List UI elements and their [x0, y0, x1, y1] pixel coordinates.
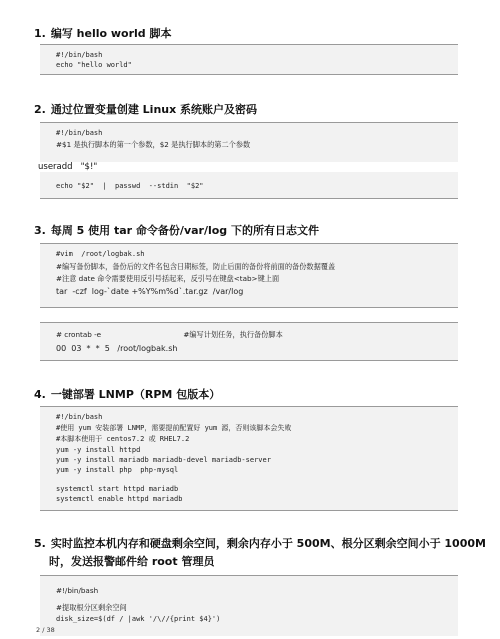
section-heading-continued: 时，发送报警邮件给 root 管理员 — [49, 555, 215, 568]
section-heading: 通过位置变量创建 Linux 系统账户及密码 — [50, 103, 258, 116]
code-line: #$1 是执行脚本的第一个参数，$2 是执行脚本的第二个参数 — [56, 140, 251, 149]
section-heading: 实时监控本机内存和硬盘剩余空间，剩余内存小于 500M、根分区剩余空间小于 1000M — [50, 537, 486, 550]
code-line: # crontab -e #编写计划任务，执行备份脚本 — [56, 330, 283, 339]
code-line: 00 03 * * 5 /root/logbak.sh — [56, 344, 178, 353]
code-block-1 — [40, 44, 458, 75]
code-line: yum -y install httpd — [56, 446, 141, 454]
code-line: #注意 date 命令需要使用反引号括起来，反引号在键盘<tab>键上面 — [56, 274, 280, 283]
code-block-3 — [40, 243, 458, 308]
section-3-title — [34, 222, 319, 238]
section-heading: 每周 5 使用 tar 命令备份/var/log 下的所有日志文件 — [50, 224, 320, 237]
code-line: echo "hello world" — [56, 61, 132, 69]
code-line: yum -y install php php-mysql — [56, 466, 179, 474]
code-line: #!/bin/bash — [56, 586, 99, 595]
code-line: #本脚本使用于 centos7.2 或 RHEL7.2 — [56, 435, 190, 443]
code-line: #!/bin/bash — [56, 51, 103, 59]
section-5-title — [34, 535, 486, 551]
code-line: systemctl start httpd mariadb — [56, 485, 179, 493]
code-line: #使用 yum 安装部署 LNMP，需要提前配置好 yum 源，否则该脚本会失败 — [56, 424, 292, 432]
code-line: #提取根分区剩余空间 — [56, 603, 127, 612]
section-number: 4. — [34, 388, 46, 401]
code-line: #vim /root/logbak.sh — [56, 250, 145, 258]
section-number: 3. — [34, 224, 46, 237]
code-line: echo "$2" | passwd --stdin "$2" — [56, 182, 204, 190]
code-block-3b — [40, 322, 458, 361]
section-number: 5. — [34, 537, 46, 550]
code-line-useradd: useradd "$!" — [38, 162, 458, 172]
section-2-title — [34, 101, 257, 117]
code-block-5 — [40, 575, 458, 636]
code-block-4 — [40, 406, 458, 511]
code-line: #!/bin/bash — [56, 129, 103, 137]
code-line: yum -y install mariadb mariadb-devel mariadb-server — [56, 456, 271, 464]
code-line: disk_size=$(df / |awk '/\//{print $4}') — [56, 615, 221, 623]
section-number: 2. — [34, 103, 46, 116]
code-block-2 — [40, 122, 458, 199]
code-line: #!/bin/bash — [56, 413, 103, 421]
section-5-title-cont — [49, 553, 214, 569]
section-heading: 一键部署 LNMP（RPM 包版本） — [50, 388, 221, 401]
section-number: 1. — [34, 27, 46, 40]
code-line: systemctl enable httpd mariadb — [56, 495, 183, 503]
section-heading: 编写 hello world 脚本 — [50, 27, 172, 40]
code-line: tar -czf log-`date +%Y%m%d`.tar.gz /var/log — [56, 287, 244, 296]
page-number: 2 / 38 — [36, 626, 55, 634]
code-line: #编写备份脚本，备份后的文件名包含日期标签，防止后面的备份将前面的备份数据覆盖 — [56, 262, 336, 271]
section-4-title — [34, 386, 220, 402]
section-1-title — [34, 25, 172, 41]
